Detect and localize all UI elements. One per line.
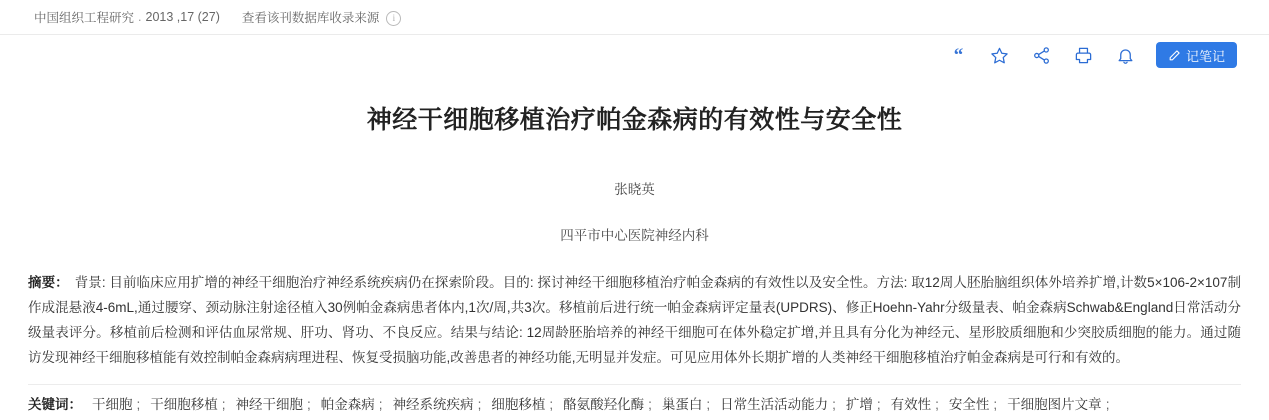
keyword-separator: ; xyxy=(876,397,881,412)
keyword-item[interactable]: 帕金森病 xyxy=(320,397,375,412)
keyword-item[interactable]: 细胞移植 xyxy=(491,397,546,412)
keyword-item[interactable]: 有效性 xyxy=(890,397,932,412)
author-affiliation[interactable]: 四平市中心医院神经内科 xyxy=(560,228,709,243)
quote-icon[interactable] xyxy=(946,43,970,67)
keyword-list xyxy=(92,393,1119,417)
journal-info-bar xyxy=(0,0,1269,35)
keyword-item[interactable]: 巢蛋白 xyxy=(661,397,703,412)
keyword-item[interactable]: 日常生活活动能力 xyxy=(720,397,829,412)
share-icon[interactable] xyxy=(1030,43,1054,67)
journal-issue[interactable]: 2013 ,17 (27) xyxy=(145,10,220,24)
keyword-item[interactable]: 扩增 xyxy=(845,397,873,412)
keywords-label: 关键词： xyxy=(28,397,82,412)
pencil-icon xyxy=(1168,49,1181,62)
keyword-item[interactable]: 酪氨酸羟化酶 xyxy=(563,397,645,412)
database-source-link[interactable]: 查看该刊数据库收录来源 xyxy=(241,11,380,25)
keywords-section xyxy=(28,384,1241,417)
breadcrumb-separator: . xyxy=(138,10,142,24)
keyword-item[interactable]: 神经干细胞 xyxy=(235,397,304,412)
abstract-section xyxy=(28,270,1241,370)
keyword-separator: ; xyxy=(993,397,998,412)
keyword-separator: ; xyxy=(706,397,711,412)
keyword-separator: ; xyxy=(648,397,652,412)
favorite-star-icon[interactable] xyxy=(988,43,1012,67)
keyword-item[interactable]: 干细胞 xyxy=(92,397,133,412)
take-note-label: 记笔记 xyxy=(1185,48,1225,64)
keyword-item[interactable]: 干细胞图片文章 xyxy=(1007,397,1102,412)
author-name[interactable]: 张晓英 xyxy=(614,182,655,197)
print-icon[interactable] xyxy=(1072,43,1096,67)
keyword-separator: ; xyxy=(832,397,836,412)
keyword-item[interactable]: 干细胞移植 xyxy=(150,397,218,412)
keyword-separator: ; xyxy=(477,397,482,412)
keyword-separator: ; xyxy=(935,397,939,412)
quote-glyph: “ xyxy=(953,44,963,66)
info-icon[interactable]: i xyxy=(386,11,401,26)
take-note-button[interactable] xyxy=(1156,42,1237,68)
journal-name[interactable]: 中国组织工程研究 xyxy=(34,11,135,25)
keyword-separator: ; xyxy=(1105,397,1110,412)
article-action-bar xyxy=(946,42,1237,68)
keyword-separator: ; xyxy=(307,397,311,412)
abstract-text: 背景: 目前临床应用扩增的神经干细胞治疗神经系统疾病仍在探索阶段。目的: 探讨神经干细胞移植治疗帕金森病的有效性以及安全性。方法: 取12周人胚胎脑组织体外培养扩增,计数5×106-2×107制作成混悬液4-6mL,通过腰穿、颈动脉注射途径植入30例帕金森病患者体内,1次/周,共3次。移植前后进行统一帕金森病评定量表(UPDRS)、修正Hoehn-Yahr分级量表、帕金森病Schwab&England日常活动分级量表评分。移植前后检测和评估血尿常规、肝功、肾功、不良反应。结果与结论: 12周龄胚胎培养的神经干细胞可在体外稳定扩增,并且具有分化为神经元、星形胶质细胞和少突胶质细胞的能力。通过随访发现神经干细胞移植能有效控制帕金森病病理进程、恢复受损脑功能,改善患者的神经功能,无明显并发症。可见应用体外长期扩增的人类神经干细胞移植治疗帕金森病是可行和有效的。 xyxy=(28,275,1242,365)
abstract-label: 摘要： xyxy=(28,275,69,290)
page-title: 神经干细胞移植治疗帕金森病的有效性与安全性 xyxy=(366,106,903,134)
keyword-item[interactable]: 神经系统疾病 xyxy=(392,397,474,412)
keyword-separator: ; xyxy=(549,397,554,412)
keyword-item[interactable]: 安全性 xyxy=(948,397,990,412)
bell-icon[interactable] xyxy=(1114,43,1138,67)
keyword-separator: ; xyxy=(378,397,383,412)
keyword-separator: ; xyxy=(136,397,141,412)
keyword-separator: ; xyxy=(221,397,226,412)
